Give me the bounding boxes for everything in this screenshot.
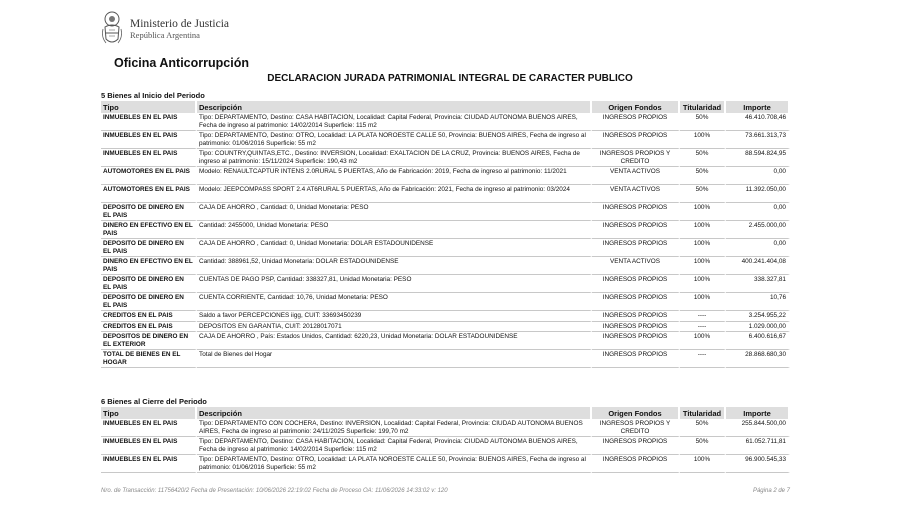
cell-titularidad: 100% (680, 131, 726, 149)
assets-table-closing (101, 407, 790, 473)
cell-origen: INGRESOS PROPIOS Y CREDITO (592, 419, 680, 437)
cell-importe: 88.594.824,95 (726, 149, 790, 167)
cell-origen: VENTA ACTIVOS (592, 185, 680, 203)
assets-table-initial (101, 101, 790, 368)
table-row (101, 131, 790, 149)
table-row (101, 149, 790, 167)
cell-descripcion: Saldo a favor PERCEPCIONES iigg, CUIT: 33693450239 (197, 311, 592, 322)
table-row (101, 167, 790, 185)
section-closing-assets (101, 396, 790, 473)
table-row (101, 275, 790, 293)
cell-titularidad: 50% (680, 113, 726, 131)
table-row (101, 455, 790, 473)
cell-descripcion: Total de Bienes del Hogar (197, 350, 592, 368)
cell-origen: INGRESOS PROPIOS (592, 293, 680, 311)
cell-titularidad: 100% (680, 455, 726, 473)
cell-origen: INGRESOS PROPIOS (592, 455, 680, 473)
column-header-origen: Origen Fondos (592, 407, 680, 419)
cell-origen: VENTA ACTIVOS (592, 257, 680, 275)
cell-titularidad: 50% (680, 437, 726, 455)
cell-importe: 73.661.313,73 (726, 131, 790, 149)
table-row (101, 257, 790, 275)
table-row (101, 437, 790, 455)
cell-origen: VENTA ACTIVOS (592, 167, 680, 185)
document-title: DECLARACION JURADA PATRIMONIAL INTEGRAL DE CARACTER PUBLICO (267, 73, 633, 84)
cell-titularidad: 50% (680, 419, 726, 437)
cell-tipo: DEPOSITO DE DINERO EN EL PAIS (101, 239, 197, 257)
table-row (101, 185, 790, 203)
page-number: Página 2 de 7 (752, 488, 790, 494)
cell-origen: INGRESOS PROPIOS (592, 275, 680, 293)
table-row (101, 419, 790, 437)
cell-importe: 0,00 (726, 239, 790, 257)
cell-descripcion: CAJA DE AHORRO , Cantidad: 0, Unidad Monetaria: DOLAR ESTADOUNIDENSE (197, 239, 592, 257)
cell-titularidad: 100% (680, 221, 726, 239)
cell-origen: INGRESOS PROPIOS (592, 203, 680, 221)
cell-tipo: INMUEBLES EN EL PAIS (101, 437, 197, 455)
table-row (101, 113, 790, 131)
column-header-tipo: Tipo (101, 101, 197, 113)
cell-tipo: INMUEBLES EN EL PAIS (101, 455, 197, 473)
table-row (101, 332, 790, 350)
cell-tipo: CREDITOS EN EL PAIS (101, 311, 197, 322)
cell-origen: INGRESOS PROPIOS (592, 311, 680, 322)
cell-descripcion: CAJA DE AHORRO , Cantidad: 0, Unidad Monetaria: PESO (197, 203, 592, 221)
cell-descripcion: Cantidad: 2455000, Unidad Monetaria: PESO (197, 221, 592, 239)
section-title: 6 Bienes al Cierre del Periodo (101, 397, 207, 406)
cell-titularidad: 100% (680, 293, 726, 311)
column-header-descripcion: Descripción (197, 407, 592, 419)
table-row (101, 350, 790, 368)
cell-titularidad: ---- (680, 311, 726, 322)
cell-origen: INGRESOS PROPIOS Y CREDITO (592, 149, 680, 167)
table-row (101, 322, 790, 333)
cell-tipo: AUTOMOTORES EN EL PAIS (101, 185, 197, 203)
cell-tipo: INMUEBLES EN EL PAIS (101, 149, 197, 167)
cell-importe: 28.868.680,30 (726, 350, 790, 368)
cell-importe: 11.392.050,00 (726, 185, 790, 203)
cell-origen: INGRESOS PROPIOS (592, 437, 680, 455)
cell-importe: 96.900.545,33 (726, 455, 790, 473)
cell-importe: 400.241.404,08 (726, 257, 790, 275)
cell-tipo: DEPOSITO DE DINERO EN EL PAIS (101, 293, 197, 311)
cell-descripcion: CUENTA CORRIENTE, Cantidad: 10,76, Unidad Monetaria: PESO (197, 293, 592, 311)
cell-importe: 0,00 (726, 167, 790, 185)
cell-tipo: CREDITOS EN EL PAIS (101, 322, 197, 333)
cell-tipo: DINERO EN EFECTIVO EN EL PAIS (101, 221, 197, 239)
cell-tipo: DEPOSITO DE DINERO EN EL PAIS (101, 203, 197, 221)
cell-origen: INGRESOS PROPIOS (592, 350, 680, 368)
cell-tipo: AUTOMOTORES EN EL PAIS (101, 167, 197, 185)
cell-titularidad: ---- (680, 350, 726, 368)
column-header-titularidad: Titularidad (680, 407, 726, 419)
column-header-descripcion: Descripción (197, 101, 592, 113)
table-row (101, 293, 790, 311)
column-header-importe: Importe (726, 407, 790, 419)
cell-descripcion: Tipo: DEPARTAMENTO CON COCHERA, Destino: INVERSION, Localidad: Capital Federal, Provincia: CIUDAD AUTONOMA BUENOS AIRES, Fecha de ingreso al patrimonio: 24/11/2025 Superficie: 199,70 m2 (197, 419, 592, 437)
cell-titularidad: 50% (680, 149, 726, 167)
cell-descripcion: Modelo: JEEPCOMPASS SPORT 2.4 AT6RURAL 5 PUERTAS, Año de Fabricación: 2021, Fecha de ingreso al patrimonio: 03/2024 (197, 185, 592, 203)
cell-importe: 10,76 (726, 293, 790, 311)
column-header-origen: Origen Fondos (592, 101, 680, 113)
cell-titularidad: 100% (680, 203, 726, 221)
cell-descripcion: Modelo: RENAULTCAPTUR INTENS 2.0RURAL 5 PUERTAS, Año de Fabricación: 2019, Fecha de ingreso al patrimonio: 11/2021 (197, 167, 592, 185)
cell-importe: 1.029.000,00 (726, 322, 790, 333)
column-header-tipo: Tipo (101, 407, 197, 419)
cell-importe: 338.327,81 (726, 275, 790, 293)
cell-descripcion: Cantidad: 388961,52, Unidad Monetaria: DOLAR ESTADOUNIDENSE (197, 257, 592, 275)
cell-titularidad: 100% (680, 239, 726, 257)
cell-origen: INGRESOS PROPIOS (592, 239, 680, 257)
cell-origen: INGRESOS PROPIOS (592, 332, 680, 350)
cell-importe: 3.254.955,22 (726, 311, 790, 322)
cell-importe: 255.844.500,00 (726, 419, 790, 437)
cell-descripcion: Tipo: DEPARTAMENTO, Destino: CASA HABITACION, Localidad: Capital Federal, Provincia: CIUDAD AUTONOMA BUENOS AIRES, Fecha de ingreso al patrimonio: 14/02/2014 Superficie: 115 m2 (197, 113, 592, 131)
cell-titularidad: ---- (680, 322, 726, 333)
national-seal-icon (100, 9, 124, 49)
cell-descripcion: Tipo: COUNTRY,QUINTAS,ETC., Destino: INVERSION, Localidad: EXALTACION DE LA CRUZ, Provincia: BUENOS AIRES, Fecha de ingreso al patrimonio: 15/11/2024 Superficie: 190,43 m2 (197, 149, 592, 167)
transaction-info: Nro. de Transacción: 11756420/2 Fecha de Presentación: 10/06/2026 22:19:02 Fecha de Proceso OA: 11/06/2026 14:33:02 v: 120 (101, 488, 448, 494)
ministry-header (100, 6, 229, 52)
section-title: 5 Bienes al Inicio del Periodo (101, 91, 205, 100)
cell-titularidad: 50% (680, 185, 726, 203)
cell-descripcion: Tipo: DEPARTAMENTO, Destino: OTRO, Localidad: LA PLATA NOROESTE CALLE 50, Provincia: BUENOS AIRES, Fecha de ingreso al patrimonio: 01/06/2016 Superficie: 55 m2 (197, 131, 592, 149)
cell-importe: 61.052.711,81 (726, 437, 790, 455)
cell-titularidad: 100% (680, 275, 726, 293)
cell-origen: INGRESOS PROPIOS (592, 221, 680, 239)
cell-titularidad: 50% (680, 167, 726, 185)
cell-tipo: DEPOSITO DE DINERO EN EL PAIS (101, 275, 197, 293)
cell-importe: 46.410.708,46 (726, 113, 790, 131)
cell-titularidad: 100% (680, 257, 726, 275)
ministry-name: Ministerio de Justicia (130, 18, 230, 30)
column-header-titularidad: Titularidad (680, 101, 726, 113)
cell-titularidad: 100% (680, 332, 726, 350)
country-name: República Argentina (130, 29, 200, 40)
table-row (101, 221, 790, 239)
cell-origen: INGRESOS PROPIOS (592, 322, 680, 333)
cell-origen: INGRESOS PROPIOS (592, 131, 680, 149)
section-initial-assets (101, 90, 790, 368)
table-row (101, 203, 790, 221)
cell-tipo: INMUEBLES EN EL PAIS (101, 419, 197, 437)
table-row (101, 311, 790, 322)
cell-tipo: INMUEBLES EN EL PAIS (101, 131, 197, 149)
cell-tipo: INMUEBLES EN EL PAIS (101, 113, 197, 131)
cell-descripcion: DEPOSITOS EN GARANTIA, CUIT: 20128017071 (197, 322, 592, 333)
cell-importe: 0,00 (726, 203, 790, 221)
table-header-row (101, 101, 790, 113)
office-name: Oficina Anticorrupción (114, 56, 249, 70)
cell-origen: INGRESOS PROPIOS (592, 113, 680, 131)
column-header-importe: Importe (726, 101, 790, 113)
cell-descripcion: CUENTAS DE PAGO PSP, Cantidad: 338327,81, Unidad Monetaria: PESO (197, 275, 592, 293)
table-row (101, 239, 790, 257)
cell-tipo: TOTAL DE BIENES EN EL HOGAR (101, 350, 197, 368)
cell-descripcion: Tipo: DEPARTAMENTO, Destino: OTRO, Localidad: LA PLATA NOROESTE CALLE 50, Provincia: BUENOS AIRES, Fecha de ingreso al patrimonio: 01/06/2016 Superficie: 55 m2 (197, 455, 592, 473)
cell-descripcion: CAJA DE AHORRO , País: Estados Unidos, Cantidad: 6220,23, Unidad Monetaria: DOLAR ESTADOUNIDENSE (197, 332, 592, 350)
cell-tipo: DEPOSITOS DE DINERO EN EL EXTERIOR (101, 332, 197, 350)
cell-tipo: DINERO EN EFECTIVO EN EL PAIS (101, 257, 197, 275)
cell-descripcion: Tipo: DEPARTAMENTO, Destino: CASA HABITACION, Localidad: Capital Federal, Provincia: CIUDAD AUTONOMA BUENOS AIRES, Fecha de ingreso al patrimonio: 14/02/2014 Superficie: 115 m2 (197, 437, 592, 455)
cell-importe: 6.400.616,67 (726, 332, 790, 350)
table-header-row (101, 407, 790, 419)
cell-importe: 2.455.000,00 (726, 221, 790, 239)
